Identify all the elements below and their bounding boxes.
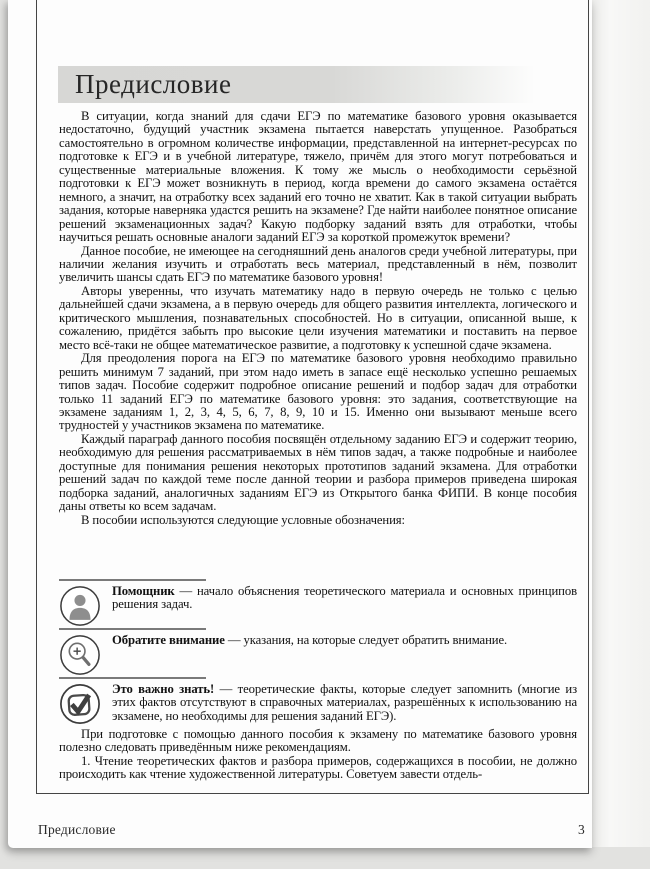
legend-term: Помощник — [112, 584, 175, 598]
legend-item-text: Помощник — начало объяснения теоретического материала и основных принципов решения задач. — [112, 584, 577, 612]
paragraph: Данное пособие, не имеющее на сегодняшний день аналогов среди учебной литературы, при наличии желания изучить и отработать весь материал, представленный в нём, позволит увеличить шансы сдать ЕГЭ по математике базового уровня! — [59, 243, 577, 285]
page — [8, 0, 592, 848]
paragraph: Каждый параграф данного пособия посвящён отдельному заданию ЕГЭ и содержит теорию, необходимую для решения рассматриваемых в нём типов задач, а также подробные и наиболее доступные для понимания решения некоторых прототипов заданий экзамена. Для отработки решений задач по каждой теме после данной теории и разбора примеров приведена широкая подборка заданий, аналогичных заданиям ЕГЭ из Открытого банка ФИПИ. В конце пособия даны ответы ко всем задачам. — [59, 431, 577, 514]
magnifier-plus-icon — [59, 634, 101, 676]
legend-item — [59, 677, 577, 731]
footer-section-title: Предисловие — [38, 822, 116, 837]
content-frame — [36, 0, 589, 794]
checkmark-icon — [59, 683, 101, 725]
legend-item — [59, 579, 577, 628]
paragraph: В ситуации, когда знаний для сдачи ЕГЭ по математике базового уровня оказывается недостаточно, будущий участник экзамена пытается наверстать упущенное. Разобраться самостоятельно в огромном количестве информации, представленной на интернет-ресурсах по подготовке к ЕГЭ и в учебной литературе, тяжело, причём для этого могут потребоваться и существенные материальные вложения. К тому же мысль о необходимости серьёзной подготовки к ЕГЭ может возникнуть в период, когда времени до самого экзамена остаётся немного, а значит, на отработку всех заданий его точно не хватит. Как в такой ситуации выбрать задания, которые наверняка удастся решить на экзамене? Где найти наиболее понятное описание решений экзаменационных задач? Какую подборку заданий взять для отработки, чтобы научиться решать основные аналоги заданий ЕГЭ за короткой промежуток времени? — [59, 110, 577, 245]
legend-item-text: Это важно знать! — теоретические факты, которые следует запомнить (многие из этих фактов отсутствуют в справочных материалах, разрешённых к использованию на экзамене, но необходимы для решения заданий ЕГЭ). — [112, 682, 577, 723]
separator-line — [59, 628, 206, 630]
page-content — [59, 110, 577, 782]
paragraph: Для преодоления порога на ЕГЭ по математике базового уровня необходимо правильно решить минимум 7 заданий, при этом надо иметь в запасе ещё несколько успешно решаемых типов задач. Пособие содержит подробное описание решений и подбор задач для отработки только 11 заданий ЕГЭ по математике базового уровня: это задания, соответствующие на экзамене заданиям 1, 2, 3, 4, 5, 6, 7, 8, 9, 10 и 15. Именно они вызывают меньше всего трудностей у участников экзамена по математике. — [59, 351, 577, 433]
paragraph: При подготовке с помощью данного пособия к экзамену по математике базового уровня полезно следовать приведённым ниже рекомендациям. — [59, 728, 577, 755]
intro-text-block — [59, 110, 577, 577]
legend-item — [59, 628, 577, 677]
legend-item-text: Обратите внимание — указания, на которые следует обратить внимание. — [112, 633, 508, 647]
page-title: Предисловие — [75, 69, 232, 99]
adjacent-page-edge — [590, 0, 650, 847]
closing-text-block — [59, 728, 577, 784]
separator-line — [59, 677, 206, 679]
legend — [59, 579, 577, 731]
legend-term: Обратите внимание — [112, 633, 225, 647]
page-footer — [38, 822, 585, 838]
paragraph: В пособии используются следующие условные обозначения: — [81, 512, 405, 527]
page-number: 3 — [578, 822, 585, 837]
separator-line — [59, 579, 206, 581]
paragraph: 1. Чтение теоретических фактов и разбора примеров, содержащихся в пособии, не должно происходить как чтение художественной литературы. Советуем завести отдель- — [59, 753, 577, 782]
chapter-title-bar — [58, 66, 555, 103]
legend-term: Это важно знать! — [112, 682, 215, 696]
helper-person-icon — [59, 585, 101, 627]
paragraph: Авторы уверенны, что изучать математику надо в первую очередь не только с целью дальнейшей сдачи экзамена, а в первую очередь для общего развития интеллекта, логического и критического мышления, познавательных способностей. Но в ситуации, описанной выше, к сожалению, придётся забыть про высокие цели изучения математики и поставить на первое место всё-таки не общее математическое развитие, а подготовку к успешной сдаче экзамена. — [59, 283, 577, 352]
